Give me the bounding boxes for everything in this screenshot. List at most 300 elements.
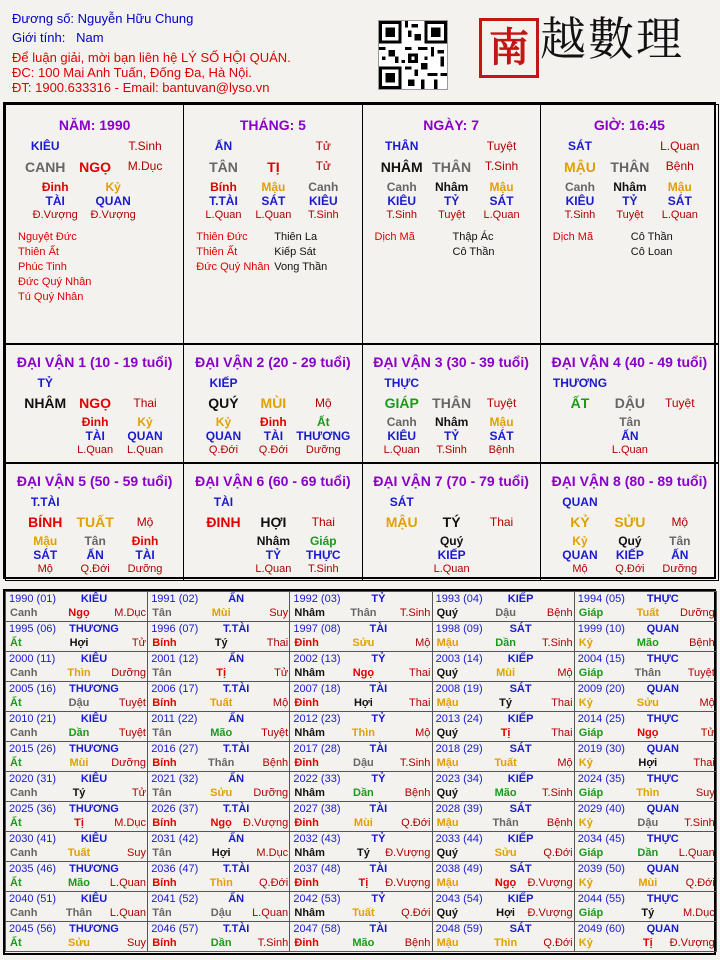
hidden-god: SÁT [667, 194, 692, 208]
year-cell [432, 891, 575, 922]
hidden-stage: T.Sinh [307, 209, 339, 221]
hidden-god: TỶ [443, 194, 460, 208]
year-cell [5, 681, 148, 712]
pillar-title: GIỜ: 16:45 [593, 117, 665, 133]
year-cell [432, 831, 575, 862]
year-cell [432, 681, 575, 712]
year-label: 2043 (54) [435, 893, 483, 905]
qr-code-icon [378, 20, 448, 90]
year-stage: Đ.Vượng [385, 877, 431, 889]
year-stem: Giáp [578, 907, 604, 919]
great-luck-stem: ĐINH [206, 514, 241, 530]
year-branch: Sửu [352, 637, 375, 649]
year-label: 2034 (45) [577, 833, 625, 845]
year-branch: Sửu [210, 787, 233, 799]
great-luck-title: ĐẠI VẬN 1 (10 - 19 tuổi) [16, 354, 173, 370]
year-cell [432, 921, 575, 952]
year-god: KIÊU [80, 773, 108, 785]
great-luck-god: SÁT [389, 495, 414, 509]
year-label: 2042 (53) [293, 893, 341, 905]
year-god: SÁT [509, 743, 532, 755]
hidden-stem: Mậu [489, 180, 514, 194]
gender-label: Giới tính: [12, 30, 66, 45]
pillar-top-god: KIÊU [30, 139, 60, 153]
year-god: TỶ [371, 833, 386, 845]
year-god: THỰC [646, 833, 679, 845]
year-branch: Mão [210, 727, 233, 739]
year-cell [574, 861, 717, 892]
great-luck-stem: MẬU [385, 514, 418, 530]
year-god: T.TÀI [223, 743, 250, 755]
year-god: T.TÀI [223, 623, 250, 635]
year-label: 1999 (10) [577, 623, 625, 635]
year-god: KIẾP [507, 773, 534, 785]
year-stage: M.Dục [256, 847, 289, 859]
year-branch: Thìn [209, 877, 233, 889]
year-stem: Bính [152, 937, 177, 949]
pillar-top-god: ẤN [214, 139, 233, 153]
year-cell [5, 861, 148, 892]
great-luck-stage: Tuyệt [664, 396, 695, 410]
year-label: 2027 (38) [293, 803, 341, 815]
great-luck-stage: Mộ [136, 515, 154, 529]
great-luck-title: ĐẠI VẬN 6 (60 - 69 tuổi) [195, 473, 351, 489]
great-luck-title: ĐẠI VẬN 8 (80 - 89 tuổi) [551, 473, 708, 489]
hidden-god: KIẾP [437, 548, 466, 562]
pillar-stage: M.Dục [127, 159, 163, 173]
year-label: 2047 (58) [293, 923, 341, 935]
hidden-stem: Bính [210, 180, 237, 194]
other-star: Cô Thần [630, 231, 673, 243]
year-stage: Bệnh [546, 607, 573, 619]
year-stage: Đ.Vượng [527, 907, 573, 919]
great-luck-god: T.TÀI [30, 495, 60, 509]
year-label: 2045 (56) [9, 923, 57, 935]
year-stage: Q.Đới [685, 877, 715, 889]
year-stage: Thai [551, 727, 573, 739]
year-god: QUAN [646, 683, 679, 695]
year-cell [574, 771, 717, 802]
year-stage: Tử [274, 667, 289, 679]
year-label: 2032 (43) [293, 833, 341, 845]
year-cell [147, 891, 290, 922]
year-label: 1990 (01) [9, 593, 57, 605]
year-god: TỶ [371, 773, 386, 785]
year-cell [5, 771, 148, 802]
great-luck-branch: MÙI [260, 395, 287, 411]
year-branch: Thân [492, 817, 519, 829]
hidden-stem: Nhâm [434, 415, 469, 429]
year-stem: Bính [152, 637, 177, 649]
year-stage: T.Sinh [684, 817, 715, 829]
year-god: TỶ [371, 653, 386, 665]
year-label: 2049 (60) [577, 923, 625, 935]
year-stem: Nhâm [294, 607, 325, 619]
year-stem: Ất [10, 637, 22, 649]
year-stem: Đinh [294, 817, 319, 829]
year-label: 2011 (22) [151, 713, 198, 725]
year-label: 2024 (35) [577, 773, 625, 785]
year-stem: Đinh [294, 637, 319, 649]
year-stage: Suy [269, 607, 289, 619]
year-cell [289, 801, 432, 832]
year-god: SÁT [509, 683, 532, 695]
pillar-top-stage: Tử [315, 139, 331, 153]
year-stage: Dưỡng [111, 667, 146, 679]
hidden-stage: Tuyệt [438, 209, 466, 221]
year-god: TỶ [371, 593, 386, 605]
pillar-title: NGÀY: 7 [423, 117, 479, 133]
year-stage: T.Sinh [399, 607, 431, 619]
year-stage: T.Sinh [542, 787, 573, 799]
year-branch: Mùi [211, 607, 231, 619]
good-star: Đức Quý Nhân [196, 261, 270, 273]
great-luck-cell [183, 344, 362, 463]
pillar-cell [362, 104, 541, 344]
year-label: 2005 (16) [9, 683, 57, 695]
year-god: THƯƠNG [69, 803, 119, 815]
pillar-cell [540, 104, 719, 344]
good-star: Phúc Tinh [18, 261, 67, 273]
year-stage: Đ.Vượng [669, 937, 715, 949]
year-cell [5, 711, 148, 742]
year-stage: Tuyệt [118, 727, 146, 739]
year-label: 2035 (46) [9, 863, 57, 875]
year-branch: Thìn [351, 727, 375, 739]
hidden-stage: Q.Đới [80, 563, 110, 575]
pillar-branch: THÂN [432, 159, 472, 175]
hidden-stem: Nhâm [434, 180, 469, 194]
year-stage: Bệnh [689, 637, 715, 649]
year-branch: Tý [214, 637, 228, 649]
year-stage: Q.Đới [401, 907, 431, 919]
year-label: 2041 (52) [151, 893, 199, 905]
great-luck-branch: NGỌ [79, 395, 112, 411]
great-luck-stage: Mộ [314, 396, 332, 410]
year-branch: Mùi [638, 877, 658, 889]
year-god: TÀI [369, 743, 388, 755]
hidden-god: THỰC [305, 548, 341, 562]
year-stem: Tân [152, 607, 172, 619]
hidden-stem: Đinh [41, 180, 69, 194]
hidden-god: KIÊU [387, 194, 417, 208]
hidden-stage: T.Sinh [386, 209, 417, 221]
year-stage: Đ.Vượng [243, 817, 289, 829]
hidden-god: TÀI [263, 429, 284, 443]
year-stem: Canh [10, 607, 38, 619]
year-branch: Dậu [637, 817, 659, 829]
year-branch: Thân [634, 667, 661, 679]
good-star: Thiên Đức [196, 231, 248, 243]
hidden-stage: Mộ [572, 563, 588, 575]
great-luck-stem: QUÝ [208, 395, 239, 411]
hidden-god: TÀI [45, 194, 65, 208]
other-star: Thiên La [274, 231, 318, 243]
year-cell [289, 621, 432, 652]
year-label: 1998 (09) [435, 623, 483, 635]
great-luck-cell [5, 463, 184, 581]
year-cell [147, 741, 290, 772]
hidden-god: ẤN [86, 548, 104, 562]
year-label: 2029 (40) [577, 803, 625, 815]
contact-phone-email: ĐT: 1900.633316 - Email: bantuvan@lyso.vn [12, 80, 270, 95]
year-cell [5, 621, 148, 652]
year-stage: Bệnh [546, 817, 573, 829]
year-cell [432, 621, 575, 652]
good-star: Tú Quý Nhân [18, 291, 84, 303]
hidden-god: TỶ [443, 429, 460, 443]
year-branch: Dần [637, 847, 659, 859]
great-luck-cell [362, 344, 541, 463]
year-label: 2018 (29) [435, 743, 483, 755]
year-god: SÁT [509, 803, 532, 815]
year-branch: Dậu [495, 607, 516, 619]
year-cell [289, 681, 432, 712]
year-branch: Ngọ [494, 877, 517, 889]
year-stage: Thai [408, 667, 431, 679]
year-stem: Kỷ [578, 697, 593, 709]
year-label: 2010 (21) [9, 713, 57, 725]
year-cell [147, 801, 290, 832]
year-god: QUAN [646, 863, 679, 875]
year-label: 2036 (47) [151, 863, 199, 875]
year-branch: Dần [353, 787, 374, 799]
year-branch: Tý [499, 697, 513, 709]
year-branch: Tị [500, 727, 511, 739]
hidden-stage: L.Quan [483, 209, 520, 221]
hidden-stage: T.Sinh [436, 444, 467, 456]
hidden-god: QUAN [95, 194, 131, 208]
year-god: QUAN [646, 623, 679, 635]
year-branch: Tuất [494, 757, 517, 769]
year-label: 2040 (51) [9, 893, 57, 905]
hidden-stage: L.Quan [255, 209, 292, 221]
pillar-stage: Tử [315, 159, 331, 173]
pillar-top-god: THÂN [385, 139, 419, 153]
year-god: QUAN [646, 743, 679, 755]
year-stem: Quý [436, 907, 458, 919]
year-god: KIÊU [80, 833, 108, 845]
pillar-cell [5, 104, 184, 344]
hidden-stage: Mộ [37, 563, 53, 575]
hidden-stem: Canh [386, 415, 417, 429]
year-stage: M.Dục [683, 907, 715, 919]
year-stage: Thai [266, 637, 289, 649]
year-label: 2037 (48) [293, 863, 341, 875]
year-stage: Dưỡng [253, 787, 289, 799]
hidden-god: TỶ [265, 548, 282, 562]
year-stage: Thai [693, 757, 715, 769]
year-branch: Tuất [209, 697, 233, 709]
year-branch: Mão [494, 787, 517, 799]
logo-text: 越數理 [540, 12, 684, 66]
year-god: SÁT [509, 923, 532, 935]
year-stem: Nhâm [294, 787, 325, 799]
year-branch: Tuất [636, 607, 659, 619]
year-god: THỰC [646, 893, 679, 905]
pillar-branch: THÂN [610, 159, 650, 175]
great-luck-stem: GIÁP [384, 395, 419, 411]
year-cell [289, 711, 432, 742]
year-stem: Ất [10, 817, 22, 829]
year-stem: Giáp [578, 727, 604, 739]
year-branch: Hợi [353, 697, 373, 709]
great-luck-stem: KỶ [570, 514, 590, 530]
year-branch: Dậu [353, 757, 374, 769]
year-god: THƯƠNG [69, 923, 119, 935]
hidden-god: SÁT [489, 194, 514, 208]
pillar-stem: CANH [24, 159, 66, 175]
hidden-god: THƯƠNG [296, 429, 351, 443]
year-cell [147, 771, 290, 802]
year-stem: Giáp [578, 787, 604, 799]
year-god: TỶ [371, 713, 386, 725]
year-stage: L.Quan [109, 907, 146, 919]
other-star: Vong Thần [274, 261, 328, 273]
year-god: KIẾP [507, 893, 534, 905]
year-stem: Kỷ [578, 637, 593, 649]
year-label: 2038 (49) [435, 863, 483, 875]
hidden-stem: Canh [308, 180, 339, 194]
year-god: SÁT [509, 863, 532, 875]
year-cell [5, 591, 148, 622]
year-label: 2022 (33) [293, 773, 341, 785]
year-branch: Mùi [496, 667, 516, 679]
hidden-stem: Tân [619, 415, 641, 429]
year-stage: Tuyệt [261, 727, 289, 739]
year-label: 2026 (37) [151, 803, 199, 815]
year-stem: Canh [10, 727, 38, 739]
great-luck-branch: HỢI [260, 514, 287, 530]
year-label: 2002 (13) [293, 653, 341, 665]
other-star: Cô Thần [452, 246, 495, 258]
hidden-god: SÁT [33, 548, 58, 562]
good-star: Đức Quý Nhân [18, 276, 92, 288]
year-stage: M.Dục [114, 817, 146, 829]
year-branch: Ngọ [210, 817, 232, 829]
year-stem: Bính [152, 817, 177, 829]
hidden-stage: L.Quan [205, 209, 242, 221]
hidden-stem: Tân [669, 534, 691, 548]
year-branch: Ngọ [352, 667, 375, 679]
year-stage: T.Sinh [399, 757, 431, 769]
year-branch: Mão [636, 637, 659, 649]
year-cell [5, 831, 148, 862]
year-cell [432, 591, 575, 622]
year-stem: Mậu [436, 757, 459, 769]
pillar-cell [183, 104, 362, 344]
pillar-branch: TỊ [267, 159, 280, 175]
year-branch: Mùi [69, 757, 89, 769]
great-luck-god: TỶ [37, 376, 53, 390]
contact-invite: Để luận giải, mời bạn liên hệ LÝ SỐ HỘI QUÁN. [12, 50, 291, 65]
year-cell [147, 711, 290, 742]
year-cell [432, 861, 575, 892]
year-stem: Ất [10, 877, 22, 889]
year-god: KIÊU [80, 713, 108, 725]
pillar-stage: Bệnh [665, 159, 694, 173]
hidden-god: TÀI [135, 548, 155, 562]
year-stem: Đinh [294, 877, 319, 889]
great-luck-god: THỰC [384, 376, 420, 390]
year-stem: Đinh [294, 697, 319, 709]
year-god: TÀI [369, 803, 388, 815]
owner-name: Nguyễn Hữu Chung [77, 11, 194, 26]
year-stem: Quý [436, 847, 458, 859]
hidden-stage: L.Quan [661, 209, 698, 221]
year-stage: Tuyệt [687, 667, 715, 679]
hidden-god: KIÊU [565, 194, 595, 208]
year-branch: Mão [68, 877, 90, 889]
hidden-stem: Ất [316, 415, 330, 429]
year-stage: Tử [131, 787, 146, 799]
great-luck-god: KIẾP [209, 376, 238, 390]
great-luck-title: ĐẠI VẬN 3 (30 - 39 tuổi) [373, 354, 529, 370]
hidden-stem: Đinh [81, 415, 109, 429]
year-label: 2044 (55) [577, 893, 625, 905]
year-stem: Mậu [436, 937, 459, 949]
hidden-stem: Đinh [131, 534, 159, 548]
year-god: KIẾP [507, 593, 534, 605]
year-god: THƯƠNG [69, 863, 119, 875]
hidden-god: QUAN [562, 548, 598, 562]
year-stage: Suy [127, 937, 146, 949]
year-cell [289, 771, 432, 802]
year-god: ẤN [228, 773, 245, 785]
year-stem: Bính [152, 757, 177, 769]
year-stem: Ất [10, 937, 22, 949]
year-cell [147, 591, 290, 622]
year-label: 1993 (04) [435, 593, 483, 605]
year-cell [289, 921, 432, 952]
year-cell [574, 921, 717, 952]
year-label: 2015 (26) [9, 743, 57, 755]
gender-line [12, 29, 104, 46]
year-stem: Nhâm [294, 667, 325, 679]
year-stage: Mộ [557, 757, 573, 769]
year-god: THƯƠNG [69, 683, 119, 695]
hidden-god: T.TÀI [209, 194, 238, 208]
year-cell [147, 651, 290, 682]
year-branch: Hợi [638, 757, 658, 769]
year-cell [147, 681, 290, 712]
hidden-stem: Mậu [261, 180, 286, 194]
good-star: Dịch Mã [552, 231, 594, 243]
hidden-stage: L.Quan [77, 444, 114, 456]
year-label: 1992 (03) [293, 593, 341, 605]
year-cell [289, 741, 432, 772]
year-branch: Mùi [353, 817, 373, 829]
year-cell [432, 801, 575, 832]
year-label: 1994 (05) [577, 593, 625, 605]
year-cell [5, 651, 148, 682]
pillar-title: THÁNG: 5 [239, 117, 306, 133]
year-branch: Hợi [211, 847, 231, 859]
other-star: Thập Ác [452, 231, 494, 243]
good-star: Dịch Mã [374, 231, 415, 243]
year-cell [5, 801, 148, 832]
hidden-stem: Giáp [309, 534, 337, 548]
hidden-god: SÁT [489, 429, 514, 443]
year-stage: L.Quan [678, 847, 715, 859]
year-cell [5, 741, 148, 772]
year-cell [574, 831, 717, 862]
year-branch: Mão [352, 937, 375, 949]
year-stem: Bính [152, 697, 177, 709]
great-luck-branch: THÂN [432, 395, 472, 411]
header [0, 0, 720, 100]
year-stage: Mộ [415, 637, 431, 649]
